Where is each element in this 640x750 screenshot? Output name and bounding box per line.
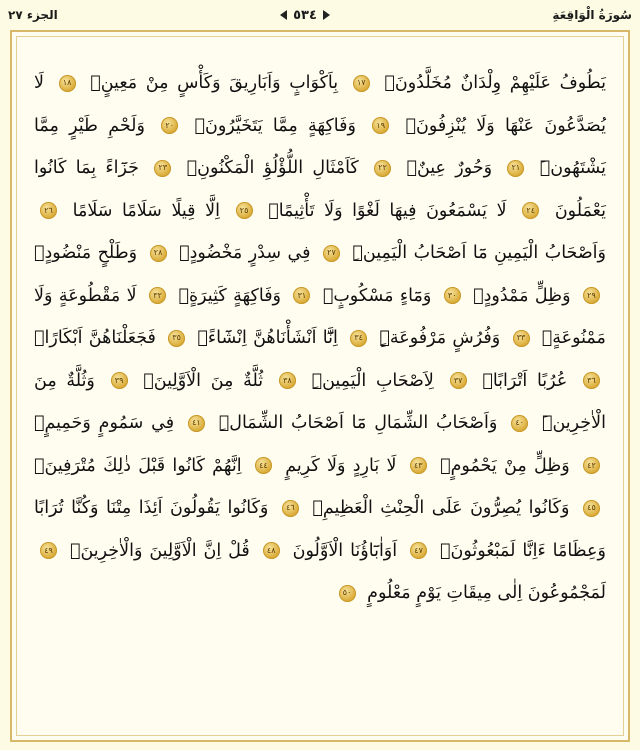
ayah-number-marker: ٤٦ — [282, 500, 299, 517]
page-number: ٥٣٤ — [293, 7, 317, 23]
ayah-number-marker: ٤٧ — [410, 542, 427, 559]
ayah-number-marker: ٣٥ — [168, 330, 185, 347]
ayah-number-marker: ٣٠ — [444, 287, 461, 304]
ayah-text: اِنَّٓا اَنْشَأْنَاهُنَّ اِنْشَٓاءًۙ — [197, 328, 338, 348]
juz-label: الجزء ٢٧ — [8, 8, 58, 22]
ayah-text: وَفَاكِهَةٍ مِمَّا يَتَخَيَّرُونَۙ — [194, 115, 356, 136]
ayah-number-marker: ٢٠ — [161, 117, 178, 134]
ayah-number-marker: ٤٤ — [255, 457, 272, 474]
ayah-text: وَحُورٌ عِينٌۙ — [406, 158, 493, 178]
ayah-number-marker: ٤٠ — [511, 415, 528, 432]
ayah-text: لَا يُصَدَّعُونَ عَنْهَا وَلَا يُنْزِفُونَۙ — [34, 73, 606, 136]
chevron-right-icon[interactable] — [323, 10, 330, 20]
ayah-text: فِي سِدْرٍ مَخْضُودٍۙ — [179, 243, 311, 263]
ayah-text: وَمَٓاءٍ مَسْكُوبٍۙ — [322, 285, 432, 306]
ayah-number-marker: ٢٣ — [154, 160, 171, 177]
ayah-number-marker: ٣٦ — [583, 372, 600, 389]
ayah-text: لَا مَقْطُوعَةٍ وَلَا مَمْنُوعَةٍۙ — [34, 285, 606, 348]
ayah-number-marker: ٢٤ — [522, 202, 539, 219]
ayah-text: وَظِلٍّ مِنْ يَحْمُومٍۙ — [440, 455, 570, 476]
ayah-number-marker: ٣٤ — [350, 330, 367, 347]
ayah-text: عُرُبًا اَتْرَابًاۙ — [482, 370, 568, 391]
ayah-number-marker: ٣٣ — [513, 330, 530, 347]
ayah-text: اَوَاٰبَٓاؤُنَا الْاَوَّلُونَ — [292, 540, 398, 561]
ayah-number-marker: ٣٧ — [450, 372, 467, 389]
ayah-text: وَكَانُوا يُصِرُّونَ عَلَى الْحِنْثِ الْعَظِيمِۚ — [312, 498, 570, 518]
ayah-text: وَثُلَّةٌ مِنَ الْاٰخِرِينَۜ — [34, 370, 606, 433]
ayah-text: بِاَكْوَابٍ وَاَبَارِيقَ وَكَأْسٍ مِنْ مَعِينٍۙ — [90, 73, 339, 93]
ayah-number-marker: ٤١ — [188, 415, 205, 432]
ayah-number-marker: ٢١ — [507, 160, 524, 177]
ayah-text: وَاَصْحَابُ الْيَمِينِ مَٓا اَصْحَابُ الْيَمِينِۜ — [352, 243, 606, 263]
ayah-number-marker: ٣٨ — [279, 372, 296, 389]
ayah-text: وَلَحْمِ طَيْرٍ مِمَّا يَشْتَهُونَۜ — [34, 115, 606, 178]
ayah-text: يَطُوفُ عَلَيْهِمْ وِلْدَانٌ مُخَلَّدُونَۙ — [384, 73, 606, 93]
ayah-number-marker: ٢٩ — [583, 287, 600, 304]
ayah-number-marker: ٣٩ — [111, 372, 128, 389]
ayah-number-marker: ٤٢ — [583, 457, 600, 474]
ayah-number-marker: ٤٩ — [40, 542, 57, 559]
ayah-text: لَمَجْمُوعُونَ اِلٰى مِيقَاتِ يَوْمٍ مَعْلُومٍ — [367, 583, 606, 603]
ayah-number-marker: ٤٨ — [263, 542, 280, 559]
ayah-text: اِلَّا قِيلًا سَلَامًا سَلَامًا — [72, 200, 220, 221]
page-navigation — [280, 8, 330, 23]
ayah-text: اِنَّهُمْ كَانُوا قَبْلَ ذٰلِكَ مُتْرَفِينَۚ — [34, 455, 242, 476]
ayah-text: وَفَاكِهَةٍ كَثِيرَةٍۙ — [178, 285, 282, 306]
ayah-text: وَاَصْحَابُ الشِّمَالِ مَٓا اَصْحَابُ الشِّمَالِۜ — [218, 413, 498, 433]
ayah-number-marker: ٢٢ — [374, 160, 391, 177]
ayah-number-marker: ١٧ — [353, 75, 370, 92]
ayah-text: لِاَصْحَابِ الْيَمِينِۜ — [311, 370, 434, 391]
ayah-number-marker: ٤٥ — [583, 500, 600, 517]
ayah-number-marker: ١٩ — [372, 117, 389, 134]
ayah-text: ثُلَّةٌ مِنَ الْاَوَّلِينَۙ — [143, 370, 264, 391]
ayah-number-marker: ١٨ — [59, 75, 76, 92]
ayah-text: وَظِلٍّ مَمْدُودٍۙ — [473, 285, 571, 306]
ayah-text: قُلْ اِنَّ الْاَوَّلِينَ وَالْاٰخِرِينَۙ — [69, 540, 250, 561]
quran-text-body — [34, 62, 606, 615]
ayah-text: وَكَانُوا يَقُولُونَ اَئِذَا مِتْنَا وَكُنَّا تُرَابًا وَعِظَامًا ءَاِنَّا لَمَبْعُوثُونَۙ — [34, 498, 606, 561]
ayah-text: وَطَلْحٍ مَنْضُودٍۙ — [34, 243, 138, 263]
ayah-number-marker: ٢٥ — [236, 202, 253, 219]
ayah-text: لَا بَارِدٍ وَلَا كَرِيمٍ — [285, 455, 397, 476]
chevron-left-icon[interactable] — [280, 10, 287, 20]
ayah-text: فِي سَمُومٍ وَحَمِيمٍۙ — [34, 413, 175, 433]
ayah-number-marker: ٥٠ — [339, 585, 356, 602]
ayah-text: لَا يَسْمَعُونَ فِيهَا لَغْوًا وَلَا تَأْثِيمًاۙ — [268, 200, 507, 221]
ayah-number-marker: ٤٣ — [410, 457, 427, 474]
ayah-text: وَفُرُشٍ مَرْفُوعَةٍۜ — [379, 328, 501, 348]
ayah-text: كَاَمْثَالِ اللُّؤْلُؤِ الْمَكْنُونِۚ — [186, 158, 359, 178]
ayah-number-marker: ٢٨ — [150, 245, 167, 262]
ayah-number-marker: ٢٦ — [40, 202, 57, 219]
ayah-text: جَزَٓاءً بِمَا كَانُوا يَعْمَلُونَ — [34, 158, 606, 221]
ayah-number-marker: ٣٢ — [149, 287, 166, 304]
surah-name: سُورَةُ الْوَاقِعَةِ — [552, 8, 632, 22]
ayah-text: فَجَعَلْنَاهُنَّ اَبْكَارًاۙ — [34, 328, 156, 348]
page-frame — [10, 30, 630, 742]
page-header — [0, 0, 640, 30]
ayah-number-marker: ٣١ — [293, 287, 310, 304]
ayah-number-marker: ٢٧ — [323, 245, 340, 262]
